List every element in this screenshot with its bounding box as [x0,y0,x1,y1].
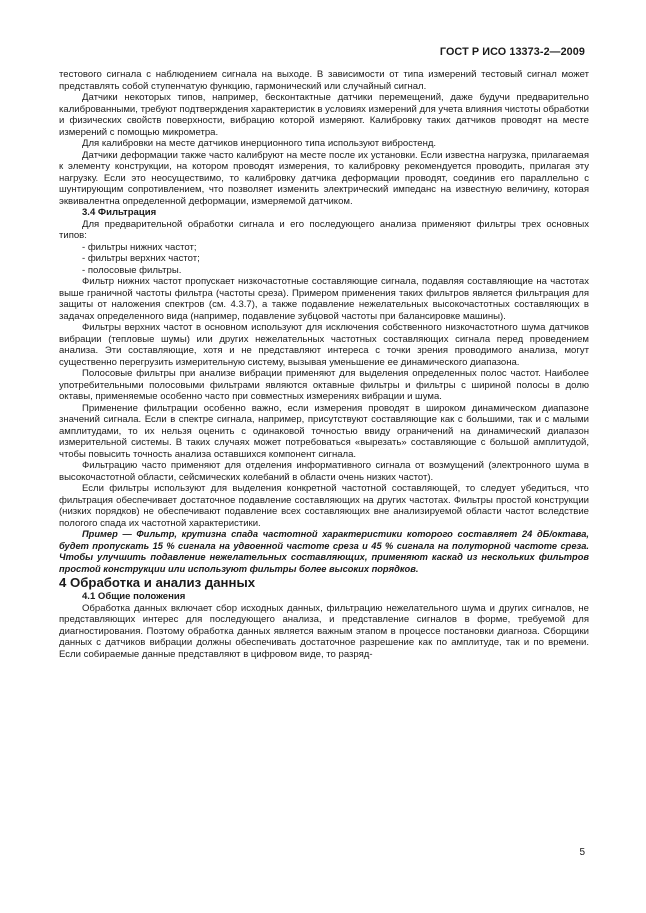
list-item: - фильтры верхних частот; [82,253,200,264]
paragraph: Датчики деформации также часто калибруют на месте после их установки. Если известна нагрузка, прилагаемая к элементу конструкции, на котором проводят измерения, то калибровку рекомендуется проводить, прилагая эту нагрузку. Если это неосуществимо, то калибровку датчика деформации проводят, соединив его параллельно с шунтирующим сопротивлением, что позволяет изменить электрический импеданс на известную величину, которая эквивалентна определенной деформации, измеряемой датчиком. [59,149,589,207]
section-heading-3-4: 3.4 Фильтрация [82,207,157,218]
paragraph: Фильтр нижних частот пропускает низкочастотные составляющие сигнала, подавляя составляющие на частотах выше граничной частоты фильтра (частоты среза). Примером применения таких фильтров является фильтрация для защиты от наложения спектров (см. 4.3.7), а также подавление нежелательных высокочастотных составляющих в задачах определенного вида (например, подавление зубцовой частоты при балансировке машины). [59,276,589,322]
section-heading-4-1: 4.1 Общие положения [82,591,186,602]
paragraph: Применение фильтрации особенно важно, если измерения проводят в широком динамическом диапазоне значений сигнала. Если в спектре сигнала, например, присутствуют составляющие как с большими, так и с малыми амплитудами, то их нельзя оценить с одинаковой точностью ввиду ограничений на динамический диапазон измерительной системы. В таких случаях может потребоваться «вырезать» составляющие с большой амплитудой, чтобы повысить точность анализа оставшихся компонент сигнала. [59,402,589,460]
paragraph: Для предварительной обработки сигнала и его последующего анализа применяют фильтры трех основных типов: [59,218,589,241]
section-heading-4: 4 Обработка и анализ данных [59,575,256,590]
example-note: Пример — Фильтр, крутизна спада частотной характеристики которого составляет 24 дБ/октава, будет пропускать 15 % сигнала на удвоенной частоте среза и 45 % сигнала на полуторной частоте среза. Чтобы улучшить подавление нежелательных составляющих, применяют каскад из нескольких фильтров простой конструкции или используют фильтры более высоких порядков. [59,529,589,574]
paragraph: Обработка данных включает сбор исходных данных, фильтрацию нежелательного шума и других сигналов, не представляющих интерес для последующего анализа, и представление сигналов в форме, требуемой для диагностирования. Поэтому обработка данных является важным этапом в процессе постановки диагноза. Сборщики данных с датчиков вибрации должны обеспечивать достаточное разрешение как по амплитуде, так и по времени. Если собираемые данные представляют в цифровом виде, то разряд- [59,602,589,660]
list-item: - фильтры нижних частот; [82,241,197,253]
paragraph: Для калибровки на месте датчиков инерционного типа используют вибростенд. [82,138,437,149]
page-number: 5 [579,847,585,858]
paragraph: Фильтры верхних частот в основном используют для исключения собственного низкочастотного шума датчиков вибрации (тепловые шумы) или других нежелательных частотных составляющих сигнала перед проведением анализа. Эти составляющие, хотя и не представляют интереса с точки зрения проводимого анализа, могут существенно перегрузить измерительную систему, вызывая уменьшение ее динамического диапазона. [59,322,589,368]
paragraph: Полосовые фильтры при анализе вибрации применяют для выделения определенных полос частот. Наиболее употребительными полосовыми фильтрами являются октавные фильтры и фильтры с шириной полосы в долю октавы, применяемые особенно часто при совместных измерениях вибрации и шума. [59,368,589,402]
paragraph: тестового сигнала с наблюдением сигнала на выходе. В зависимости от типа измерений тестовый сигнал может представлять собой ступенчатую функцию, гармонический или случайный сигнал. [59,69,589,92]
paragraph: Если фильтры используют для выделения конкретной частотной составляющей, то следует убедиться, что фильтрация обеспечивает достаточное подавление составляющих на других частотах. Фильтры простой конструкции (низких порядков) не обеспечивают подавление всех составляющих вне анализируемой области частот вследствие пологого спада их частотной характеристики. [59,483,589,529]
document-header: ГОСТ Р ИСО 13373-2—2009 [439,46,585,58]
paragraph: Фильтрацию часто применяют для отделения информативного сигнала от возмущений (электронного шума в высокочастотной области, сейсмических колебаний в области очень низких частот). [59,460,589,483]
page-body [59,69,589,660]
list-item: - полосовые фильтры. [82,264,182,276]
paragraph: Датчики некоторых типов, например, бесконтактные датчики перемещений, даже будучи предварительно калиброванными, требуют подтверждения характеристик в условиях измерений для учета влияния чистоты обработки и физических свойств поверхности, вибрацию которой измеряют. Калибровку таких датчиков проводят на месте измерений с помощью микрометра. [59,92,589,138]
